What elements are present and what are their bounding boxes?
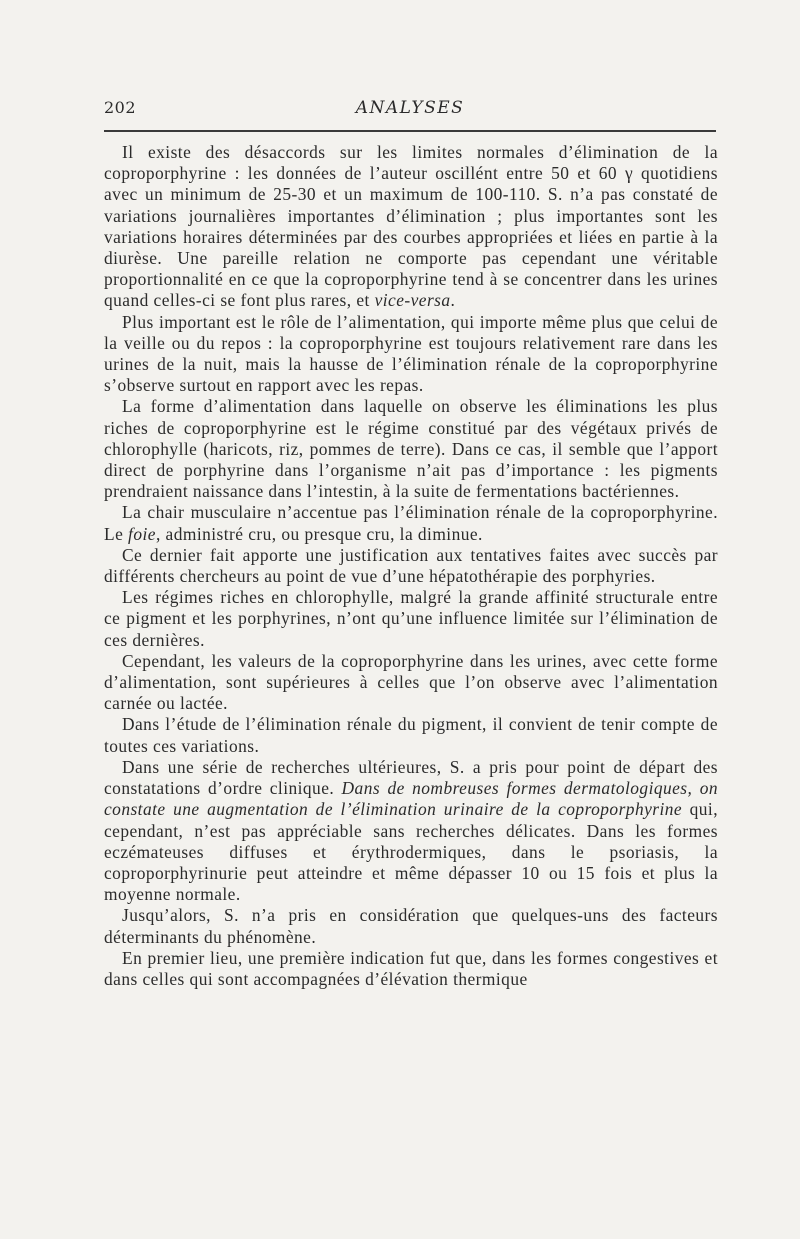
paragraph <box>104 396 718 502</box>
paragraph <box>104 312 718 397</box>
text-run: Les régimes riches en chlorophylle, malgré la grande affinité structurale entre ce pigment et les porphyrines, n’ont qu’une influence limitée sur l’élimination de ces dernières. <box>104 587 718 650</box>
text-run: qui, cependant, n’est pas appréciable sans recherches délicates. Dans les formes eczémateuses diffuses et érythrodermiques, dans le psoriasis, la coproporphyrinurie peut atteindre et même dépasser 10 ou 15 fois et plus la moyenne normale. <box>104 799 718 905</box>
paragraph <box>104 651 718 715</box>
text-run: Jusqu’alors, S. n’a pris en considération que quelques-uns des facteurs déterminants du phénomène. <box>104 905 718 947</box>
text-run: . <box>450 290 456 311</box>
text-run: Dans l’étude de l’élimination rénale du pigment, il convient de tenir compte de toutes ces variations. <box>104 714 718 756</box>
paragraph <box>104 142 718 312</box>
text-run: La forme d’alimentation dans laquelle on observe les éliminations les plus riches de coproporphyrine est le régime constitué par des végétaux privés de chlorophylle (haricots, riz, pommes de terre). Dans ce cas, il semble que l’apport direct de porphyrine dans l’organisme n’ait pas d’importance : les pigments prendraient naissance dans l’intestin, à la suite de fermentations bactériennes. <box>104 396 718 502</box>
paragraph <box>104 948 718 990</box>
text-run: Cependant, les valeurs de la coproporphyrine dans les urines, avec cette forme d’alimentation, sont supérieures à celles que l’on observe avec l’alimentation carnée ou lactée. <box>104 650 718 714</box>
text-run: Il existe des désaccords sur les limites normales d’élimination de la coproporphyrine : les données de l’auteur oscillént entre 50 et 60 γ quotidiens avec un minimum de 25-30 et un maximum de 100-110. S. n’a pas constaté de variations journalières importantes d’élimination ; plus importantes sont les variations horaires déterminées par des courbes appropriées et liées en partie à la diurèse. Une pareille relation ne comporte pas cependant une véritable proportionnalité en ce que la coproporphyrine tend à se concentrer dans les urines quand celles-ci se font plus rares, et <box>104 142 718 311</box>
italic-text: Dans de nombreuses formes dermatologiques, on constate une augmentation de l’élimination urinaire de la coproporphyrine <box>104 778 718 820</box>
text-run: , administré cru, ou presque cru, la diminue. <box>155 523 483 544</box>
text-run: Ce dernier fait apporte une justification aux tentatives faites avec succès par différents chercheurs au point de vue d’une hépatothérapie des porphyries. <box>104 544 718 587</box>
header-rule <box>104 130 716 132</box>
italic-text: foie <box>128 523 156 544</box>
italic-text: vice-versa <box>374 290 451 311</box>
body-text <box>104 142 718 990</box>
paragraph <box>104 905 718 947</box>
paragraph <box>104 545 718 587</box>
running-title: ANALYSES <box>355 98 465 118</box>
page-number: 202 <box>104 98 137 117</box>
paragraph <box>104 714 718 756</box>
paragraph <box>104 757 718 905</box>
text-run: Dans une série de recherches ultérieures, S. a pris pour point de départ des constatations d’ordre clinique. <box>104 756 718 799</box>
paragraph <box>104 587 718 651</box>
text-run: Plus important est le rôle de l’alimentation, qui importe même plus que celui de la veille ou du repos : la coproporphyrine est toujours relativement rare dans les urines de la nuit, mais la hausse de l’élimination rénale de la coproporphyrine s’observe surtout en rapport avec les repas. <box>104 311 718 396</box>
paragraph <box>104 502 718 544</box>
text-run: La chair musculaire n’accentue pas l’élimination rénale de la coproporphyrine. Le <box>104 502 718 544</box>
page-header <box>104 98 716 122</box>
text-run: En premier lieu, une première indication fut que, dans les formes congestives et dans celles qui sont accompagnées d’élévation thermique <box>104 947 718 989</box>
